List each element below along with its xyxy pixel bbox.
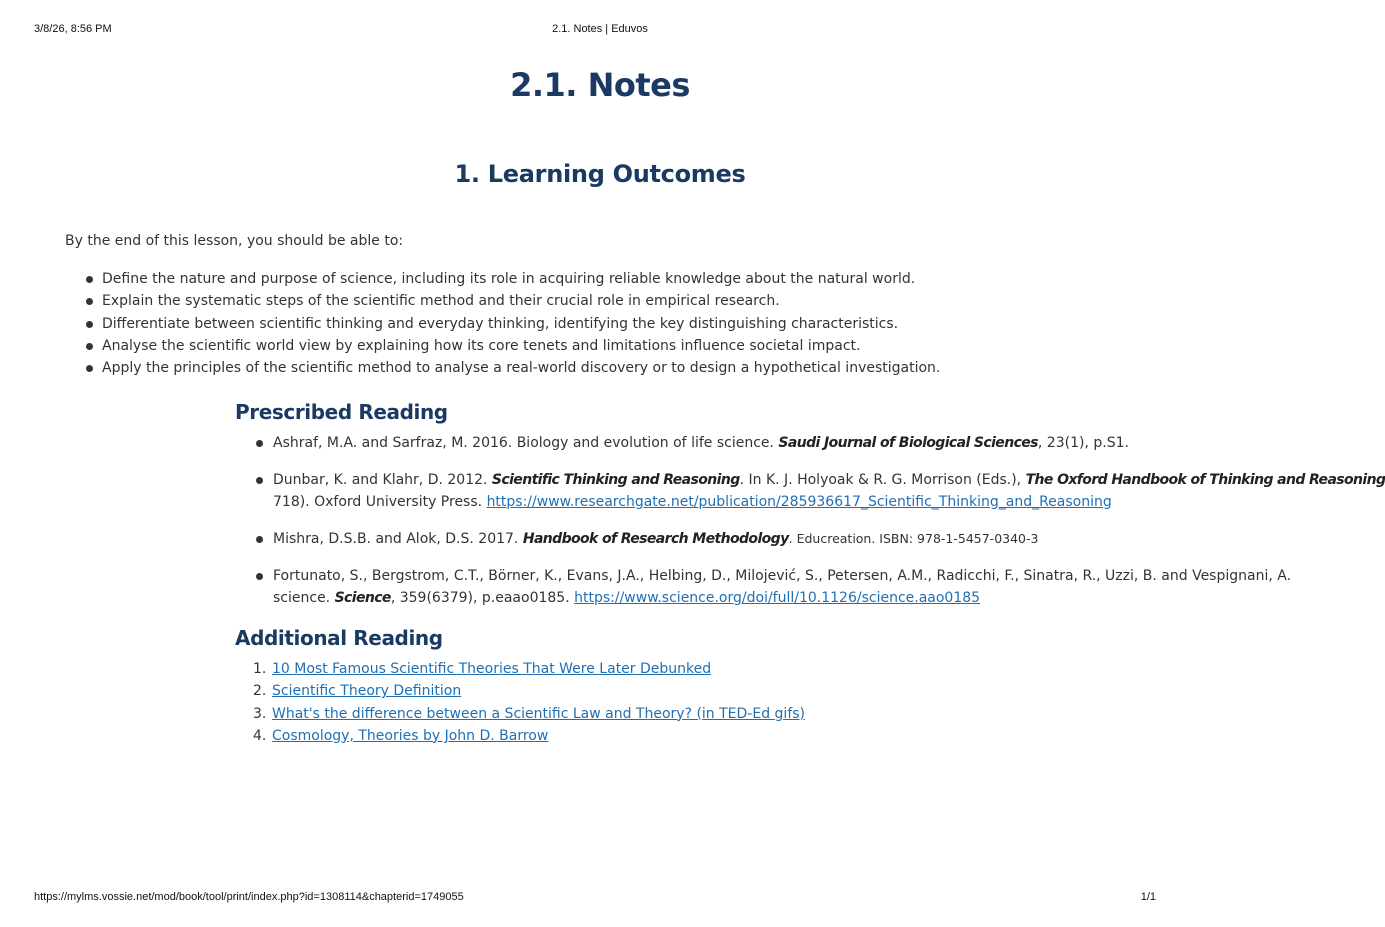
additional-item <box>253 703 805 725</box>
intro-text: By the end of this lesson, you should be able to: <box>65 233 404 249</box>
additional-link[interactable]: Cosmology, Theories by John D. Barrow <box>272 727 549 744</box>
reading-text: science. <box>273 590 335 606</box>
outcome-item: Explain the systematic steps of the scientific method and their crucial role in empirical research. <box>102 290 1162 312</box>
item-number: 2. <box>253 683 267 700</box>
reading-text: . Educreation. ISBN: 978-1-5457-0340-3 <box>788 531 1039 546</box>
book-title: Handbook of Research Methodology <box>522 531 789 547</box>
prescribed-reading-list <box>273 432 1385 624</box>
additional-link[interactable]: Scientific Theory Definition <box>272 683 462 700</box>
reading-item <box>273 565 1292 609</box>
additional-item <box>253 658 805 680</box>
researchgate-link[interactable]: https://www.researchgate.net/publication/285936617_Scientific_Thinking_and_Reasoning <box>486 494 1112 510</box>
item-number: 1. <box>253 661 267 677</box>
reading-text: Mishra, D.S.B. and Alok, D.S. 2017. <box>273 531 523 547</box>
print-doc-title: 2.1. Notes | Eduvos <box>552 23 648 35</box>
additional-reading-list <box>253 658 805 747</box>
print-url: https://mylms.vossie.net/mod/book/tool/print/index.php?id=1308114&chapterid=1749055 <box>34 891 464 903</box>
reading-text: Ashraf, M.A. and Sarfraz, M. 2016. Biology and evolution of life science. <box>273 435 779 451</box>
section-title: 1. Learning Outcomes <box>454 160 746 188</box>
item-number: 3. <box>253 705 267 722</box>
chapter-title: Scientific Thinking and Reasoning <box>491 472 740 488</box>
reading-text: Fortunato, S., Bergstrom, C.T., Börner, K., Evans, J.A., Helbing, D., Milojević, S., Petersen, A.M., Radicchi, F., Sinatra, R., Uzzi, B. and Vespignani, A. <box>273 568 1292 584</box>
reading-item <box>273 469 1385 513</box>
journal-title: Science <box>334 590 391 606</box>
reading-text: , 359(6379), p.eaao0185. <box>390 590 575 606</box>
additional-item <box>253 680 805 702</box>
reading-item <box>273 432 1158 454</box>
print-footer <box>0 891 1200 905</box>
additional-reading-heading: Additional Reading <box>235 626 443 650</box>
journal-title: Saudi Journal of Biological Sciences <box>778 435 1038 451</box>
reading-text: , 23(1), p.S1. <box>1037 435 1129 451</box>
print-header <box>0 23 1200 37</box>
outcome-item: Apply the principles of the scientific method to analyse a real-world discovery or to design a hypothetical investigation. <box>102 357 1162 379</box>
reading-text: . In K. J. Holyoak & R. G. Morrison (Eds.), <box>739 472 1026 488</box>
book-title: The Oxford Handbook of Thinking and Reasoning <box>1025 472 1385 488</box>
learning-outcomes-list <box>102 268 1162 379</box>
outcome-item: Define the nature and purpose of science, including its role in acquiring reliable knowledge about the natural world. <box>102 268 1162 290</box>
outcome-item: Differentiate between scientific thinking and everyday thinking, identifying the key distinguishing characteristics. <box>102 313 1162 335</box>
reading-text: Dunbar, K. and Klahr, D. 2012. <box>273 472 492 488</box>
additional-link[interactable]: 10 Most Famous Scientific Theories That Were Later Debunked <box>272 661 712 677</box>
reading-text: 718). Oxford University Press. <box>273 494 487 510</box>
science-org-link[interactable]: https://www.science.org/doi/full/10.1126/science.aao0185 <box>574 590 981 606</box>
prescribed-reading-heading: Prescribed Reading <box>235 400 448 424</box>
reading-item <box>273 528 1158 550</box>
item-number: 4. <box>253 727 267 744</box>
additional-item <box>253 725 805 747</box>
print-datetime: 3/8/26, 8:56 PM <box>34 23 112 35</box>
page-title: 2.1. Notes <box>510 66 690 104</box>
outcome-item: Analyse the scientific world view by explaining how its core tenets and limitations influence societal impact. <box>102 335 1162 357</box>
additional-link[interactable]: What's the difference between a Scientific Law and Theory? (in TED-Ed gifs) <box>272 705 805 722</box>
print-page-number: 1/1 <box>1140 891 1156 903</box>
